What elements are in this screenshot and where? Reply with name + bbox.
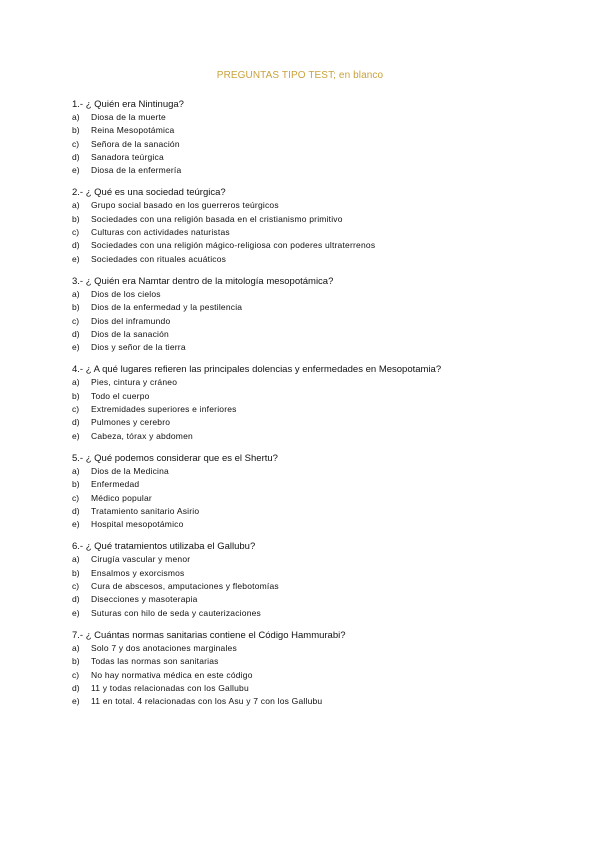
option-item [72,695,542,708]
option-letter: a) [72,377,80,388]
option-letter: b) [72,302,80,313]
option-item [72,253,542,266]
option-letter: b) [72,567,80,578]
option-item [72,164,542,177]
option-text: Suturas con hilo de seda y cauterizaciones [91,607,261,618]
question-text: 2.- ¿ Qué es una sociedad teúrgica? [72,187,226,199]
option-text: Sociedades con una religión basada en el cristianismo primitivo [91,213,343,224]
option-letter: e) [72,607,80,618]
option-letter: a) [72,465,80,476]
option-text: Solo 7 y dos anotaciones marginales [91,642,237,653]
option-item [72,416,542,429]
option-text: Reina Mesopotámica [91,125,175,136]
option-item [72,553,542,566]
question-text: 1.- ¿ Quién era Nintinuga? [72,99,184,110]
option-letter: a) [72,554,80,565]
option-text: Extremidades superiores e inferiores [91,404,237,415]
option-item [72,301,542,314]
option-letter: a) [72,200,80,211]
option-letter: c) [72,404,80,415]
document-title: PREGUNTAS TIPO TEST; en blanco [216,70,384,81]
option-text: Dios del inframundo [91,315,171,326]
question-block [72,629,542,708]
option-item [72,465,542,478]
option-text: No hay normativa médica en este código [91,669,253,680]
question-text: 4.- ¿ A qué lugares refieren las principales dolencias y enfermedades en Mesopotamia? [72,364,442,376]
question-block [72,275,542,354]
option-item [72,111,542,124]
option-letter: a) [72,288,80,299]
option-text: Dios de la Medicina [91,465,169,476]
option-letter: d) [72,151,80,162]
option-text: Culturas con actividades naturistas [91,227,230,238]
option-text: Diosa de la muerte [91,112,166,122]
option-letter: d) [72,328,80,339]
option-letter: e) [72,253,80,264]
option-text: Cirugía vascular y menor [91,554,191,565]
question-block [72,186,542,265]
option-item [72,642,542,655]
question-list [72,98,542,717]
option-item [72,567,542,580]
option-text: Sanadora teúrgica [91,151,164,162]
option-letter: b) [72,656,80,667]
question-text: 3.- ¿ Quién era Namtar dentro de la mitología mesopotámica? [72,275,334,287]
option-letter: d) [72,417,80,428]
option-item [72,341,542,354]
option-list [72,642,542,708]
option-letter: b) [72,125,80,136]
option-item [72,288,542,301]
option-letter: c) [72,581,80,592]
option-text: Sociedades con una religión mágico-religiosa con poderes ultraterrenos [91,240,376,251]
option-item [72,138,542,151]
option-letter: d) [72,240,80,251]
question-text: 6.- ¿ Qué tratamientos utilizaba el Gallubu? [72,541,256,553]
option-item [72,239,542,252]
option-text: Todas las normas son sanitarias [91,656,219,667]
option-item [72,151,542,164]
option-text: Grupo social basado en los guerreros teúrgicos [91,200,279,211]
option-letter: e) [72,696,80,707]
option-item [72,682,542,695]
option-item [72,607,542,620]
option-item [72,124,542,137]
option-item [72,226,542,239]
option-letter: d) [72,594,80,605]
option-text: Disecciones y masoterapia [91,594,198,605]
question-block [72,540,542,619]
option-letter: c) [72,492,80,503]
option-item [72,403,542,416]
option-text: Dios de la sanación [91,328,169,339]
option-text: Cabeza, tórax y abdomen [91,430,193,441]
question-block [72,98,542,177]
option-item [72,492,542,505]
option-item [72,593,542,606]
option-text: Diosa de la enfermería [91,165,182,176]
option-text: Señora de la sanación [91,138,180,149]
option-text: Hospital mesopotámico [91,519,184,530]
option-text: Cura de abscesos, amputaciones y flebotomías [91,581,279,592]
option-text: 11 en total. 4 relacionadas con los Asu y 7 con los Gallubu [91,696,323,707]
option-item [72,669,542,682]
option-text: Pies, cintura y cráneo [91,377,178,388]
option-item [72,505,542,518]
option-letter: c) [72,315,80,326]
option-list [72,553,542,619]
option-item [72,478,542,491]
option-item [72,376,542,389]
question-text: 7.- ¿ Cuántas normas sanitarias contiene el Código Hammurabi? [72,629,346,641]
option-text: Dios de la enfermedad y la pestilencia [91,302,243,313]
option-text: Pulmones y cerebro [91,417,171,428]
option-item [72,390,542,403]
option-item [72,315,542,328]
option-text: Ensalmos y exorcismos [91,567,185,578]
option-letter: a) [72,112,80,122]
option-item [72,213,542,226]
option-item [72,655,542,668]
option-letter: e) [72,519,80,530]
option-letter: c) [72,227,80,238]
option-letter: e) [72,342,80,353]
option-text: Médico popular [91,492,152,503]
option-item [72,430,542,443]
option-text: 11 y todas relacionadas con los Gallubu [91,682,249,693]
option-item [72,328,542,341]
option-item [72,518,542,531]
question-block [72,363,542,442]
option-list [72,111,542,177]
option-text: Sociedades con rituales acuáticos [91,253,227,264]
option-text: Todo el cuerpo [91,390,150,401]
question-block [72,452,542,531]
question-text: 5.- ¿ Qué podemos considerar que es el Shertu? [72,452,278,464]
option-text: Dios y señor de la tierra [91,342,186,353]
option-letter: a) [72,642,80,653]
option-text: Dios de los cielos [91,288,161,299]
option-letter: b) [72,390,80,401]
option-text: Tratamiento sanitario Asirio [91,505,200,516]
option-letter: d) [72,682,80,693]
option-letter: e) [72,430,80,441]
option-letter: c) [72,669,80,680]
option-item [72,580,542,593]
option-list [72,288,542,354]
option-list [72,465,542,531]
option-letter: b) [72,479,80,490]
option-list [72,376,542,442]
option-text: Enfermedad [91,479,140,490]
option-letter: e) [72,165,80,176]
option-letter: d) [72,505,80,516]
option-item [72,199,542,212]
option-letter: c) [72,138,80,149]
option-list [72,199,542,265]
option-letter: b) [72,213,80,224]
